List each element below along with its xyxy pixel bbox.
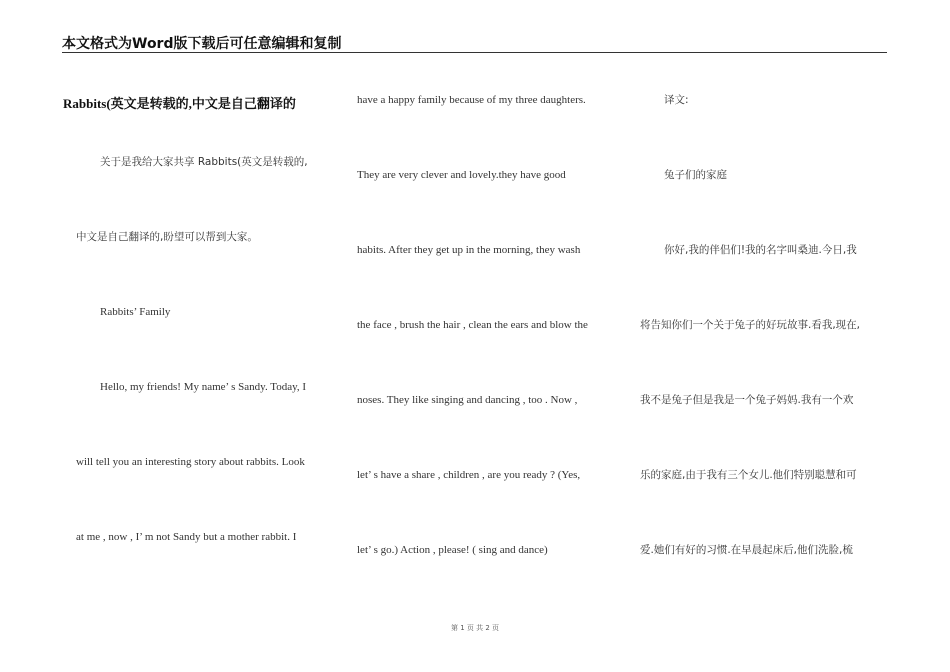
paragraph-line: will tell you an interesting story about rabbits. Look [76, 456, 305, 468]
paragraph-line: have a happy family because of my three daughters. [357, 94, 586, 106]
paragraph-line: habits. After they get up in the morning, they wash [357, 244, 581, 256]
paragraph-line: 译文: [664, 94, 689, 106]
paragraph-line: let’ s go.) Action , please! ( sing and dance) [357, 544, 548, 556]
paragraph-line: Rabbits’ Family [100, 306, 171, 318]
document-header: 本文格式为Word版下载后可任意编辑和复制 [62, 36, 342, 52]
paragraph-line: the face , brush the hair , clean the ears and blow the [357, 319, 588, 331]
paragraph-line: at me , now , I’ m not Sandy but a mother rabbit. I [76, 531, 297, 543]
paragraph-line: 中文是自己翻译的,盼望可以帮到大家。 [76, 231, 258, 243]
paragraph-line: 我不是兔子但是我是一个兔子妈妈.我有一个欢 [640, 394, 854, 406]
paragraph-line: 乐的家庭,由于我有三个女儿.他们特别聪慧和可 [640, 469, 857, 481]
paragraph-line: Hello, my friends! My name’ s Sandy. Today, I [100, 381, 307, 393]
paragraph-line: 你好,我的伴侣们!我的名字叫桑迪.今日,我 [664, 244, 857, 256]
paragraph-line: let’ s have a share , children , are you ready ? (Yes, [357, 469, 581, 481]
paragraph-line: noses. They like singing and dancing , too . Now , [357, 394, 578, 406]
page-number: 第 1 页 共 2 页 [450, 624, 500, 632]
paragraph-line: 爱.她们有好的习惯.在早晨起床后,他们洗脸,梳 [640, 544, 853, 556]
paragraph-line: 关于是我给大家共享 Rabbits(英文是转载的, [100, 156, 308, 168]
paragraph-line: They are very clever and lovely.they have good [357, 169, 566, 181]
header-divider [62, 52, 887, 53]
document-title: Rabbits(英文是转载的,中文是自己翻译的 [63, 96, 296, 111]
paragraph-line: 兔子们的家庭 [664, 169, 727, 181]
paragraph-line: 将告知你们一个关于兔子的好玩故事.看我,现在, [640, 319, 861, 331]
